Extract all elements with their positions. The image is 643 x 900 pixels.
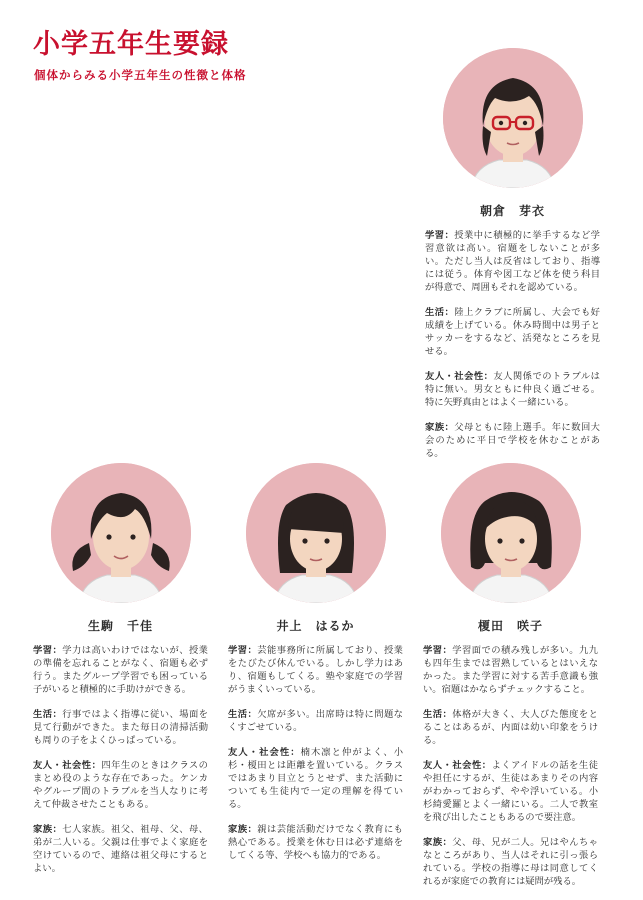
family-note: 家族：父、母、兄が二人。兄はやんちゃなところがあり、当人はそれに引っ張られている。学校の指導に母は同意してくれるが家庭での教育には疑問が残る。: [423, 837, 598, 888]
life-note: 生活：体格が大きく、大人びた態度をとることはあるが、内面は幼い印象をうける。: [423, 709, 598, 747]
social-note: 友人・社会性：友人関係でのトラブルは特に無い。男女ともに仲良く過ごせる。特に矢野真由とはよく一緒にいる。: [425, 371, 600, 409]
life-note: 生活：行事ではよく指導に従い、場面を見て行動ができた。また毎日の清掃活動も周りの子をよくひっぱっている。: [33, 709, 208, 747]
page-title: 小学五年生要録: [33, 29, 229, 60]
student-name: 榎田 咲子: [477, 619, 543, 633]
student-card-ikoma: [33, 463, 208, 887]
student-profile: [33, 644, 208, 875]
girl-with-bob-hair-portrait-icon: [441, 463, 581, 603]
social-note: 友人・社会性：楠木凛と仲がよく、小杉・榎田とは距離を置いている。クラスではあまり目立とうとせず、また活動についても生徒内で一定の理解を得ている。: [228, 747, 403, 811]
study-note: 学習：学力は高いわけではないが、授業の準備を忘れることがなく、宿題も必ず行う。またグループ学習でも困っている子がいると積極的に手助けができる。: [33, 645, 208, 696]
student-name: 朝倉 芽衣: [479, 204, 545, 218]
study-note: 学習：芸能事務所に所属しており、授業をたびたび休んでいる。しかし学力はあり、宿題もしてくる。塾や家庭での学習がうまくいっている。: [228, 645, 403, 696]
portrait-ikoma-avatar: [51, 463, 191, 603]
page-subtitle: 個体からみる小学五年生の性徴と体格: [34, 68, 247, 82]
social-note: 友人・社会性：よくアイドルの話を生徒や担任にするが、生徒はあまりその内容がわかっておらず、やや浮いている。小杉綺愛羅とよく一緒にいる。二人で教室を飛び出したこともあるので要注意。: [423, 760, 598, 824]
social-note: 友人・社会性：四年生のときはクラスのまとめ役のような存在であった。ケンカやグループ間のトラブルを当人なりに考えて仲裁させたこともある。: [33, 760, 208, 811]
student-name: 井上 はるか: [276, 619, 355, 633]
student-profile: [423, 644, 598, 888]
student-profile: [228, 644, 403, 862]
life-note: 生活：欠席が多い。出席時は特に問題なくすごせている。: [228, 709, 403, 734]
portrait-asakura-avatar: [443, 48, 583, 188]
portrait-inoue-avatar: [246, 463, 386, 603]
family-note: 家族：親は芸能活動だけでなく教育にも熱心である。授業を休む日は必ず連絡をしてくる等、学校へも協力的である。: [228, 824, 403, 862]
student-card-asakura: [425, 48, 600, 472]
family-note: 家族：七人家族。祖父、祖母、父、母、弟が二人いる。父親は仕事でよく家庭を空けているので、連絡は祖父母にするとよい。: [33, 824, 208, 875]
student-card-enokida: [423, 463, 598, 900]
student-name: 生駒 千佳: [87, 619, 153, 633]
family-note: 家族：父母ともに陸上選手。年に数回大会のために平日で学校を休むことがある。: [425, 422, 600, 460]
study-note: 学習：授業中に積極的に挙手するなど学習意欲は高い。宿題をしないことが多い。ただし当人は反省はしており、指導には従う。体育や図工など体を使う科目が得意で、周囲もそれを認めている。: [425, 230, 600, 294]
student-profile: [425, 229, 600, 460]
girl-with-long-hair-portrait-icon: [246, 463, 386, 603]
life-note: 生活：陸上クラブに所属し、大会でも好成績を上げている。休み時間中は男子とサッカーをするなど、活発なところを見せる。: [425, 307, 600, 358]
portrait-enokida-avatar: [441, 463, 581, 603]
student-card-inoue: [228, 463, 403, 874]
study-note: 学習：学習面での積み残しが多い。九九も四年生までは習熟しているとはいえなかった。また学習に対する苦手意識も強い。宿題はかならずチェックすること。: [423, 645, 598, 696]
girl-with-glasses-portrait-icon: [443, 48, 583, 188]
girl-with-pigtails-portrait-icon: [51, 463, 191, 603]
